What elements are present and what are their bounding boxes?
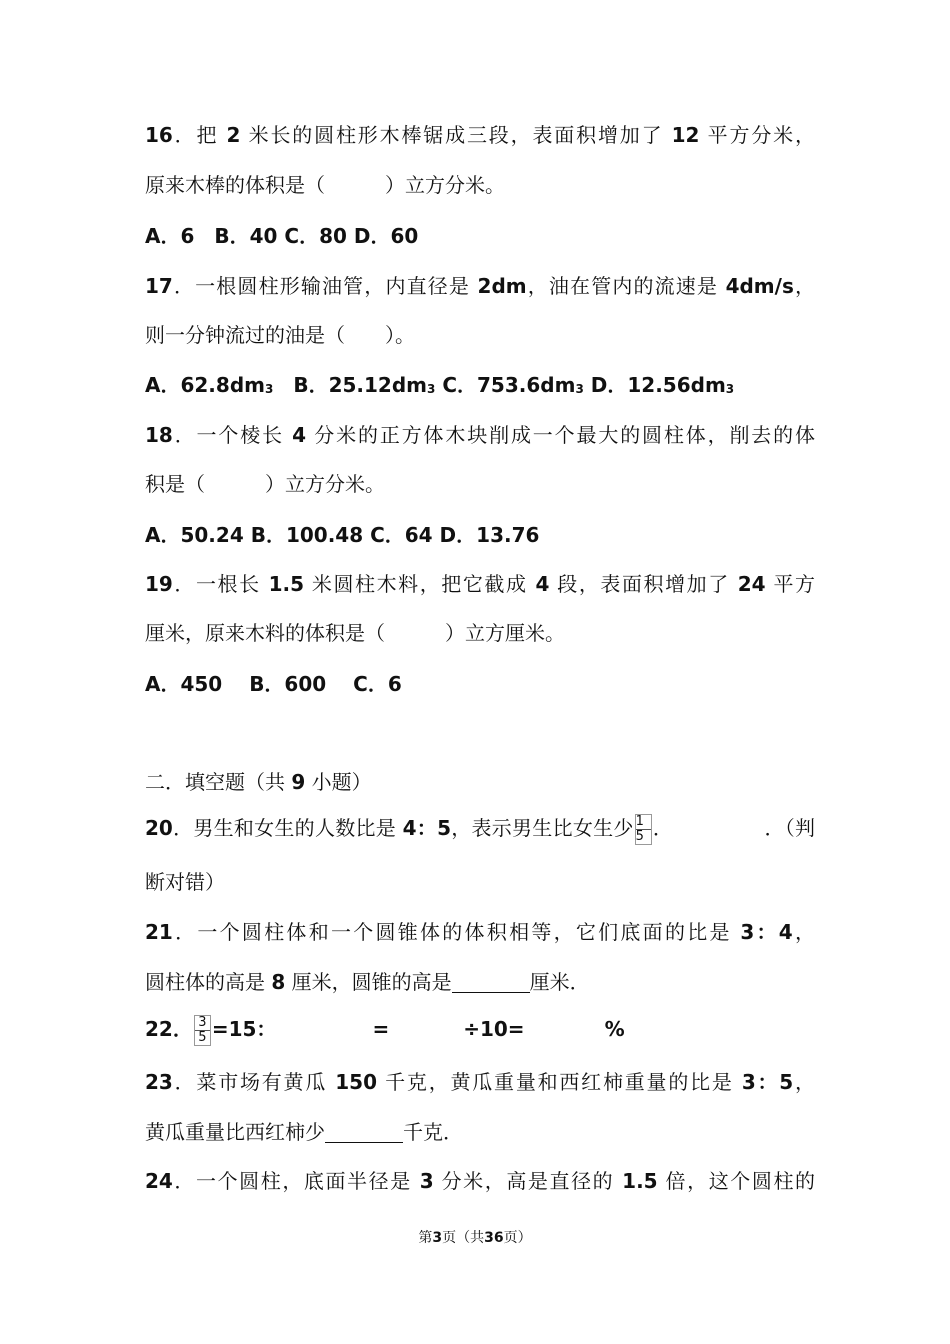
question-16-line-2: 原来木棒的体积是（ ）立方分米。 <box>145 173 505 197</box>
page-footer: 第3页（共36页） <box>418 1230 532 1246</box>
question-23-line-1: 23．菜市场有黄瓜 150 千克，黄瓜重量和西红柿重量的比是 3：5， <box>145 1070 816 1094</box>
question-17-line-1: 17．一根圆柱形输油管，内直径是 2dm，油在管内的流速是 4dm/s， <box>145 274 816 298</box>
question-16-options: A．6 B．40 C．80 D．60 <box>145 224 419 248</box>
question-21-line-1: 21．一个圆柱体和一个圆锥体的体积相等，它们底面的比是 3：4， <box>145 920 815 944</box>
question-24-line-1: 24．一个圆柱，底面半径是 3 分米，高是直径的 1.5 倍，这个圆柱的 <box>145 1169 816 1193</box>
question-23-line-2: 黄瓜重量比西红柿少 千克． <box>145 1120 463 1144</box>
question-17-options: A．62.8dm3 B．25.12dm3 C．753.6dm3 D．12.56dm3 <box>145 373 735 397</box>
section-title: 二．填空题（共 9 小题） <box>145 770 372 794</box>
question-20-line-1: 20．男生和女生的人数比是 4：5，表示男生比女生少 $\frac{1}{5}$ ． ．（判 <box>145 814 815 844</box>
question-19-line-1: 19．一根长 1.5 米圆柱木料，把它截成 4 段，表面积增加了 24 平方 <box>145 572 816 596</box>
question-18-line-2: 积是（ ）立方分米。 <box>145 472 385 496</box>
question-16-line-1: 16．把 2 米长的圆柱形木棒锯成三段，表面积增加了 12 平方分米， <box>145 123 816 147</box>
fraction: $\frac{3}{5}$ <box>194 1015 211 1046</box>
question-21-line-2: 圆柱体的高是 8 厘米，圆锥的高是 厘米． <box>145 970 590 994</box>
question-22: 22． $\frac{3}{5}$ =15： = ÷10= % <box>145 1015 625 1045</box>
answer-blank[interactable] <box>452 970 530 993</box>
answer-blank[interactable] <box>325 1120 403 1143</box>
question-19-line-2: 厘米，原来木料的体积是（ ）立方厘米。 <box>145 621 565 645</box>
fraction: $\frac{1}{5}$ <box>635 814 652 845</box>
question-19-options: A．450 B．600 C．6 <box>145 672 402 696</box>
question-18-options: A．50.24 B．100.48 C．64 D．13.76 <box>145 523 540 547</box>
question-20-line-2: 断对错） <box>145 870 225 894</box>
question-17-line-2: 则一分钟流过的油是（ ）。 <box>145 323 415 347</box>
question-18-line-1: 18．一个棱长 4 分米的正方体木块削成一个最大的圆柱体，削去的体 <box>145 423 815 447</box>
question-number: 16 <box>145 123 173 147</box>
